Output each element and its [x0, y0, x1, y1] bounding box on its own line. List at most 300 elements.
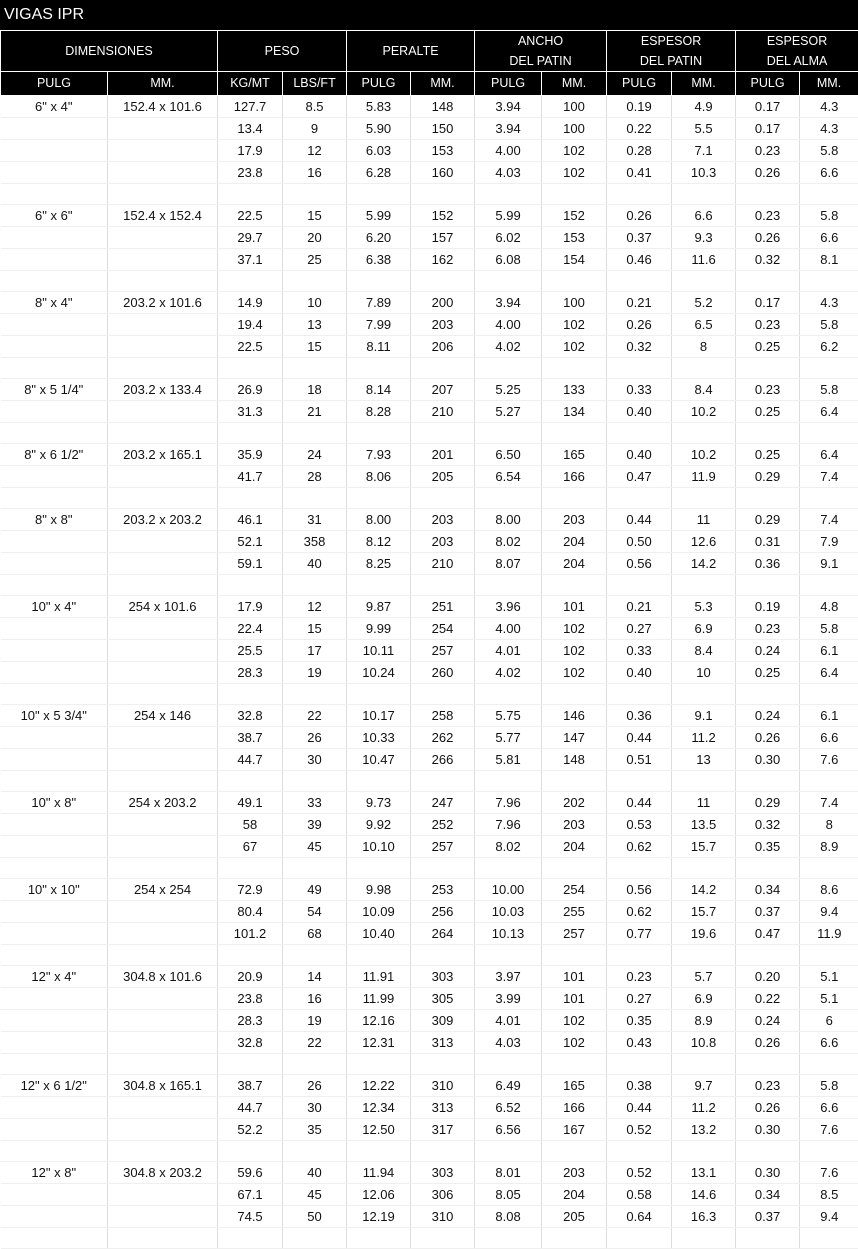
table-cell: 7.4 [800, 509, 858, 531]
cell-dim-mm: 203.2 x 133.4 [108, 379, 218, 401]
unit-header: MM. [800, 72, 858, 96]
table-cell: 0.64 [607, 1206, 672, 1228]
table-cell: 45 [283, 836, 347, 858]
table-cell: 38.7 [218, 1075, 283, 1097]
spacer-row [1, 1141, 858, 1162]
table-cell: 6.08 [475, 249, 542, 271]
table-cell: 33 [283, 792, 347, 814]
table-cell: 0.26 [736, 162, 800, 184]
table-cell: 153 [411, 140, 475, 162]
spacer-cell [736, 858, 800, 879]
spacer-cell [542, 771, 607, 792]
spacer-row [1, 488, 858, 509]
table-cell: 4.01 [475, 640, 542, 662]
table-cell: 26 [283, 1075, 347, 1097]
spacer-cell [411, 945, 475, 966]
spacer-cell [736, 684, 800, 705]
spacer-cell [672, 1228, 736, 1249]
cell-dim-mm [108, 466, 218, 488]
table-cell: 32.8 [218, 705, 283, 727]
spacer-cell [800, 684, 858, 705]
table-cell: 17.9 [218, 140, 283, 162]
spacer-cell [1, 271, 108, 292]
table-row [1, 205, 858, 227]
table-cell: 0.43 [607, 1032, 672, 1054]
table-cell: 255 [542, 901, 607, 923]
table-cell: 19.4 [218, 314, 283, 336]
table-cell: 23.8 [218, 988, 283, 1010]
table-cell: 15.7 [672, 836, 736, 858]
table-cell: 23.8 [218, 162, 283, 184]
table-cell: 166 [542, 466, 607, 488]
table-title: VIGAS IPR [0, 0, 858, 30]
cell-dim-mm [108, 531, 218, 553]
table-cell: 0.29 [736, 509, 800, 531]
spacer-cell [283, 945, 347, 966]
table-cell: 6.28 [347, 162, 411, 184]
table-cell: 13 [672, 749, 736, 771]
spacer-cell [672, 358, 736, 379]
table-cell: 0.24 [736, 640, 800, 662]
cell-dim-mm: 254 x 254 [108, 879, 218, 901]
table-cell: 0.41 [607, 162, 672, 184]
table-cell: 10.3 [672, 162, 736, 184]
spacer-cell [475, 488, 542, 509]
table-cell: 10.33 [347, 727, 411, 749]
table-cell: 0.26 [607, 205, 672, 227]
table-row [1, 1097, 858, 1119]
table-cell: 5.2 [672, 292, 736, 314]
cell-dim-mm [108, 923, 218, 945]
table-cell: 8.02 [475, 836, 542, 858]
table-row [1, 314, 858, 336]
table-cell: 0.53 [607, 814, 672, 836]
spacer-cell [283, 1228, 347, 1249]
spacer-cell [108, 771, 218, 792]
table-cell: 205 [542, 1206, 607, 1228]
header-peralte: PERALTE [347, 31, 475, 72]
table-cell: 4.00 [475, 618, 542, 640]
table-cell: 0.36 [607, 705, 672, 727]
table-cell: 0.23 [736, 379, 800, 401]
spacer-cell [672, 945, 736, 966]
table-cell: 13.5 [672, 814, 736, 836]
table-cell: 12.22 [347, 1075, 411, 1097]
spacer-cell [411, 575, 475, 596]
table-cell: 8.25 [347, 553, 411, 575]
table-cell: 0.17 [736, 96, 800, 118]
table-cell: 0.27 [607, 618, 672, 640]
table-cell: 204 [542, 531, 607, 553]
table-cell: 6.9 [672, 618, 736, 640]
spacer-cell [1, 1141, 108, 1162]
table-cell: 4.02 [475, 662, 542, 684]
table-cell: 3.94 [475, 118, 542, 140]
table-cell: 8.08 [475, 1206, 542, 1228]
cell-dim-pulg [1, 662, 108, 684]
table-cell: 0.23 [736, 140, 800, 162]
cell-dim-mm [108, 1032, 218, 1054]
table-cell: 4.03 [475, 1032, 542, 1054]
table-cell: 0.51 [607, 749, 672, 771]
cell-dim-mm [108, 336, 218, 358]
table-cell: 0.25 [736, 444, 800, 466]
table-cell: 8.00 [475, 509, 542, 531]
table-cell: 305 [411, 988, 475, 1010]
spacer-cell [283, 488, 347, 509]
table-row [1, 836, 858, 858]
table-cell: 17.9 [218, 596, 283, 618]
spacer-cell [411, 423, 475, 444]
spacer-cell [800, 271, 858, 292]
spacer-cell [672, 184, 736, 205]
table-cell: 0.58 [607, 1184, 672, 1206]
table-cell: 257 [411, 640, 475, 662]
table-cell: 0.33 [607, 640, 672, 662]
table-cell: 10 [672, 662, 736, 684]
spacer-cell [347, 945, 411, 966]
table-cell: 0.40 [607, 444, 672, 466]
spacer-cell [108, 1054, 218, 1075]
table-cell: 19 [283, 1010, 347, 1032]
table-cell: 14.2 [672, 553, 736, 575]
table-cell: 102 [542, 618, 607, 640]
table-cell: 313 [411, 1097, 475, 1119]
cell-dim-pulg [1, 988, 108, 1010]
spacer-cell [218, 945, 283, 966]
table-cell: 7.1 [672, 140, 736, 162]
table-cell: 26.9 [218, 379, 283, 401]
table-cell: 313 [411, 1032, 475, 1054]
table-cell: 102 [542, 640, 607, 662]
spacer-cell [218, 184, 283, 205]
table-cell: 0.37 [607, 227, 672, 249]
spacer-cell [108, 271, 218, 292]
table-cell: 8 [800, 814, 858, 836]
table-row [1, 662, 858, 684]
table-cell: 252 [411, 814, 475, 836]
table-cell: 11.99 [347, 988, 411, 1010]
table-cell: 28.3 [218, 1010, 283, 1032]
spacer-cell [411, 684, 475, 705]
spacer-cell [607, 488, 672, 509]
table-row [1, 249, 858, 271]
table-cell: 5.8 [800, 1075, 858, 1097]
table-cell: 0.23 [607, 966, 672, 988]
spacer-cell [542, 358, 607, 379]
table-cell: 8.14 [347, 379, 411, 401]
table-cell: 26 [283, 727, 347, 749]
cell-dim-pulg: 8" x 4" [1, 292, 108, 314]
table-cell: 68 [283, 923, 347, 945]
cell-dim-pulg: 10" x 10" [1, 879, 108, 901]
table-cell: 202 [542, 792, 607, 814]
spacer-cell [411, 771, 475, 792]
table-cell: 4.9 [672, 96, 736, 118]
spacer-cell [672, 684, 736, 705]
table-cell: 11.2 [672, 1097, 736, 1119]
spacer-cell [347, 771, 411, 792]
table-cell: 210 [411, 401, 475, 423]
table-cell: 0.37 [736, 1206, 800, 1228]
table-cell: 67.1 [218, 1184, 283, 1206]
table-cell: 0.23 [736, 618, 800, 640]
table-cell: 203 [411, 314, 475, 336]
table-cell: 152 [411, 205, 475, 227]
table-cell: 46.1 [218, 509, 283, 531]
cell-dim-mm [108, 1097, 218, 1119]
spacer-cell [411, 184, 475, 205]
table-cell: 0.50 [607, 531, 672, 553]
spacer-row [1, 575, 858, 596]
table-cell: 12.31 [347, 1032, 411, 1054]
cell-dim-pulg [1, 618, 108, 640]
table-body [1, 96, 858, 1249]
table-cell: 25.5 [218, 640, 283, 662]
table-cell: 133 [542, 379, 607, 401]
table-cell: 203 [542, 509, 607, 531]
table-cell: 5.8 [800, 205, 858, 227]
table-cell: 9.73 [347, 792, 411, 814]
table-cell: 52.1 [218, 531, 283, 553]
spacer-cell [347, 1228, 411, 1249]
table-cell: 102 [542, 662, 607, 684]
table-cell: 200 [411, 292, 475, 314]
cell-dim-pulg: 8" x 6 1/2" [1, 444, 108, 466]
table-cell: 6.6 [800, 162, 858, 184]
table-cell: 8.28 [347, 401, 411, 423]
table-cell: 5.75 [475, 705, 542, 727]
table-cell: 39 [283, 814, 347, 836]
table-cell: 101 [542, 596, 607, 618]
table-cell: 44.7 [218, 1097, 283, 1119]
table-cell: 72.9 [218, 879, 283, 901]
spacer-cell [800, 488, 858, 509]
spacer-cell [542, 575, 607, 596]
table-cell: 6.38 [347, 249, 411, 271]
spacer-cell [607, 1228, 672, 1249]
unit-header: PULG [475, 72, 542, 96]
cell-dim-mm [108, 118, 218, 140]
unit-header: MM. [108, 72, 218, 96]
spacer-cell [800, 1228, 858, 1249]
cell-dim-pulg [1, 814, 108, 836]
spacer-cell [800, 945, 858, 966]
header-peso: PESO [218, 31, 347, 72]
table-cell: 4.3 [800, 118, 858, 140]
cell-dim-pulg [1, 401, 108, 423]
spacer-row [1, 1054, 858, 1075]
table-cell: 35 [283, 1119, 347, 1141]
spacer-cell [1, 858, 108, 879]
table-cell: 3.96 [475, 596, 542, 618]
table-row [1, 553, 858, 575]
table-cell: 7.89 [347, 292, 411, 314]
cell-dim-pulg: 12" x 6 1/2" [1, 1075, 108, 1097]
table-cell: 9.4 [800, 901, 858, 923]
spacer-row [1, 423, 858, 444]
table-cell: 0.28 [607, 140, 672, 162]
table-cell: 15 [283, 336, 347, 358]
spacer-cell [283, 423, 347, 444]
table-cell: 22.5 [218, 336, 283, 358]
table-cell: 19.6 [672, 923, 736, 945]
table-row [1, 749, 858, 771]
table-cell: 5.7 [672, 966, 736, 988]
table-cell: 13.2 [672, 1119, 736, 1141]
spacer-cell [218, 358, 283, 379]
unit-header: MM. [542, 72, 607, 96]
table-cell: 100 [542, 118, 607, 140]
table-cell: 4.01 [475, 1010, 542, 1032]
cell-dim-pulg [1, 531, 108, 553]
cell-dim-pulg [1, 1097, 108, 1119]
table-cell: 9.4 [800, 1206, 858, 1228]
table-cell: 253 [411, 879, 475, 901]
table-cell: 3.99 [475, 988, 542, 1010]
spacer-cell [607, 684, 672, 705]
table-row [1, 1162, 858, 1184]
cell-dim-mm [108, 553, 218, 575]
table-cell: 205 [411, 466, 475, 488]
spacer-cell [542, 684, 607, 705]
spacer-cell [218, 771, 283, 792]
spacer-cell [542, 858, 607, 879]
spacer-cell [411, 1054, 475, 1075]
spacer-cell [218, 575, 283, 596]
spacer-cell [218, 858, 283, 879]
table-cell: 0.23 [736, 1075, 800, 1097]
spacer-cell [283, 271, 347, 292]
table-cell: 12.34 [347, 1097, 411, 1119]
table-cell: 9.1 [672, 705, 736, 727]
table-cell: 9.1 [800, 553, 858, 575]
table-cell: 0.46 [607, 249, 672, 271]
table-cell: 203 [411, 509, 475, 531]
table-row [1, 901, 858, 923]
table-cell: 102 [542, 140, 607, 162]
table-cell: 0.36 [736, 553, 800, 575]
cell-dim-pulg [1, 727, 108, 749]
table-cell: 11.9 [800, 923, 858, 945]
table-cell: 206 [411, 336, 475, 358]
table-cell: 165 [542, 1075, 607, 1097]
table-row [1, 727, 858, 749]
table-row [1, 1032, 858, 1054]
spacer-cell [736, 358, 800, 379]
table-cell: 5.99 [347, 205, 411, 227]
spacer-cell [672, 1054, 736, 1075]
table-cell: 9.3 [672, 227, 736, 249]
table-row [1, 923, 858, 945]
spacer-cell [347, 684, 411, 705]
table-cell: 0.47 [736, 923, 800, 945]
table-cell: 204 [542, 836, 607, 858]
spacer-cell [800, 423, 858, 444]
spacer-cell [800, 771, 858, 792]
table-cell: 12.50 [347, 1119, 411, 1141]
table-cell: 257 [542, 923, 607, 945]
spacer-cell [475, 575, 542, 596]
table-cell: 38.7 [218, 727, 283, 749]
table-cell: 4.00 [475, 314, 542, 336]
spacer-cell [283, 858, 347, 879]
table-cell: 6.54 [475, 466, 542, 488]
unit-header: KG/MT [218, 72, 283, 96]
table-cell: 10.09 [347, 901, 411, 923]
table-cell: 54 [283, 901, 347, 923]
spacer-cell [347, 271, 411, 292]
table-cell: 20 [283, 227, 347, 249]
table-cell: 41.7 [218, 466, 283, 488]
cell-dim-pulg: 6" x 6" [1, 205, 108, 227]
table-row [1, 618, 858, 640]
table-cell: 8.5 [800, 1184, 858, 1206]
table-cell: 10.47 [347, 749, 411, 771]
table-cell: 19 [283, 662, 347, 684]
table-cell: 5.99 [475, 205, 542, 227]
table-row [1, 988, 858, 1010]
table-cell: 4.3 [800, 292, 858, 314]
cell-dim-mm: 254 x 101.6 [108, 596, 218, 618]
cell-dim-mm [108, 1206, 218, 1228]
table-cell: 8.05 [475, 1184, 542, 1206]
table-cell: 0.26 [736, 1032, 800, 1054]
table-cell: 310 [411, 1075, 475, 1097]
table-cell: 102 [542, 336, 607, 358]
spacer-cell [347, 1054, 411, 1075]
table-cell: 0.21 [607, 596, 672, 618]
table-cell: 31 [283, 509, 347, 531]
cell-dim-pulg: 10" x 4" [1, 596, 108, 618]
table-cell: 9.92 [347, 814, 411, 836]
table-cell: 0.25 [736, 401, 800, 423]
table-cell: 210 [411, 553, 475, 575]
cell-dim-pulg [1, 314, 108, 336]
spacer-cell [411, 1141, 475, 1162]
unit-header: PULG [347, 72, 411, 96]
table-cell: 4.8 [800, 596, 858, 618]
table-cell: 5.8 [800, 379, 858, 401]
table-cell: 0.37 [736, 901, 800, 923]
spacer-cell [475, 945, 542, 966]
spacer-cell [542, 1054, 607, 1075]
table-row [1, 596, 858, 618]
table-cell: 0.26 [736, 727, 800, 749]
spacer-cell [411, 858, 475, 879]
table-cell: 6.20 [347, 227, 411, 249]
table-cell: 0.31 [736, 531, 800, 553]
table-cell: 13 [283, 314, 347, 336]
cell-dim-mm [108, 249, 218, 271]
spacer-cell [347, 423, 411, 444]
cell-dim-pulg [1, 640, 108, 662]
table-cell: 0.32 [607, 336, 672, 358]
table-cell: 6.2 [800, 336, 858, 358]
table-cell: 258 [411, 705, 475, 727]
spacer-cell [672, 575, 736, 596]
table-cell: 7.6 [800, 1119, 858, 1141]
table-cell: 0.30 [736, 749, 800, 771]
unit-header: LBS/FT [283, 72, 347, 96]
cell-dim-pulg: 8" x 8" [1, 509, 108, 531]
spacer-cell [542, 423, 607, 444]
table-cell: 6.6 [800, 1097, 858, 1119]
table-row [1, 444, 858, 466]
spacer-cell [607, 945, 672, 966]
table-row [1, 118, 858, 140]
cell-dim-mm: 304.8 x 203.2 [108, 1162, 218, 1184]
